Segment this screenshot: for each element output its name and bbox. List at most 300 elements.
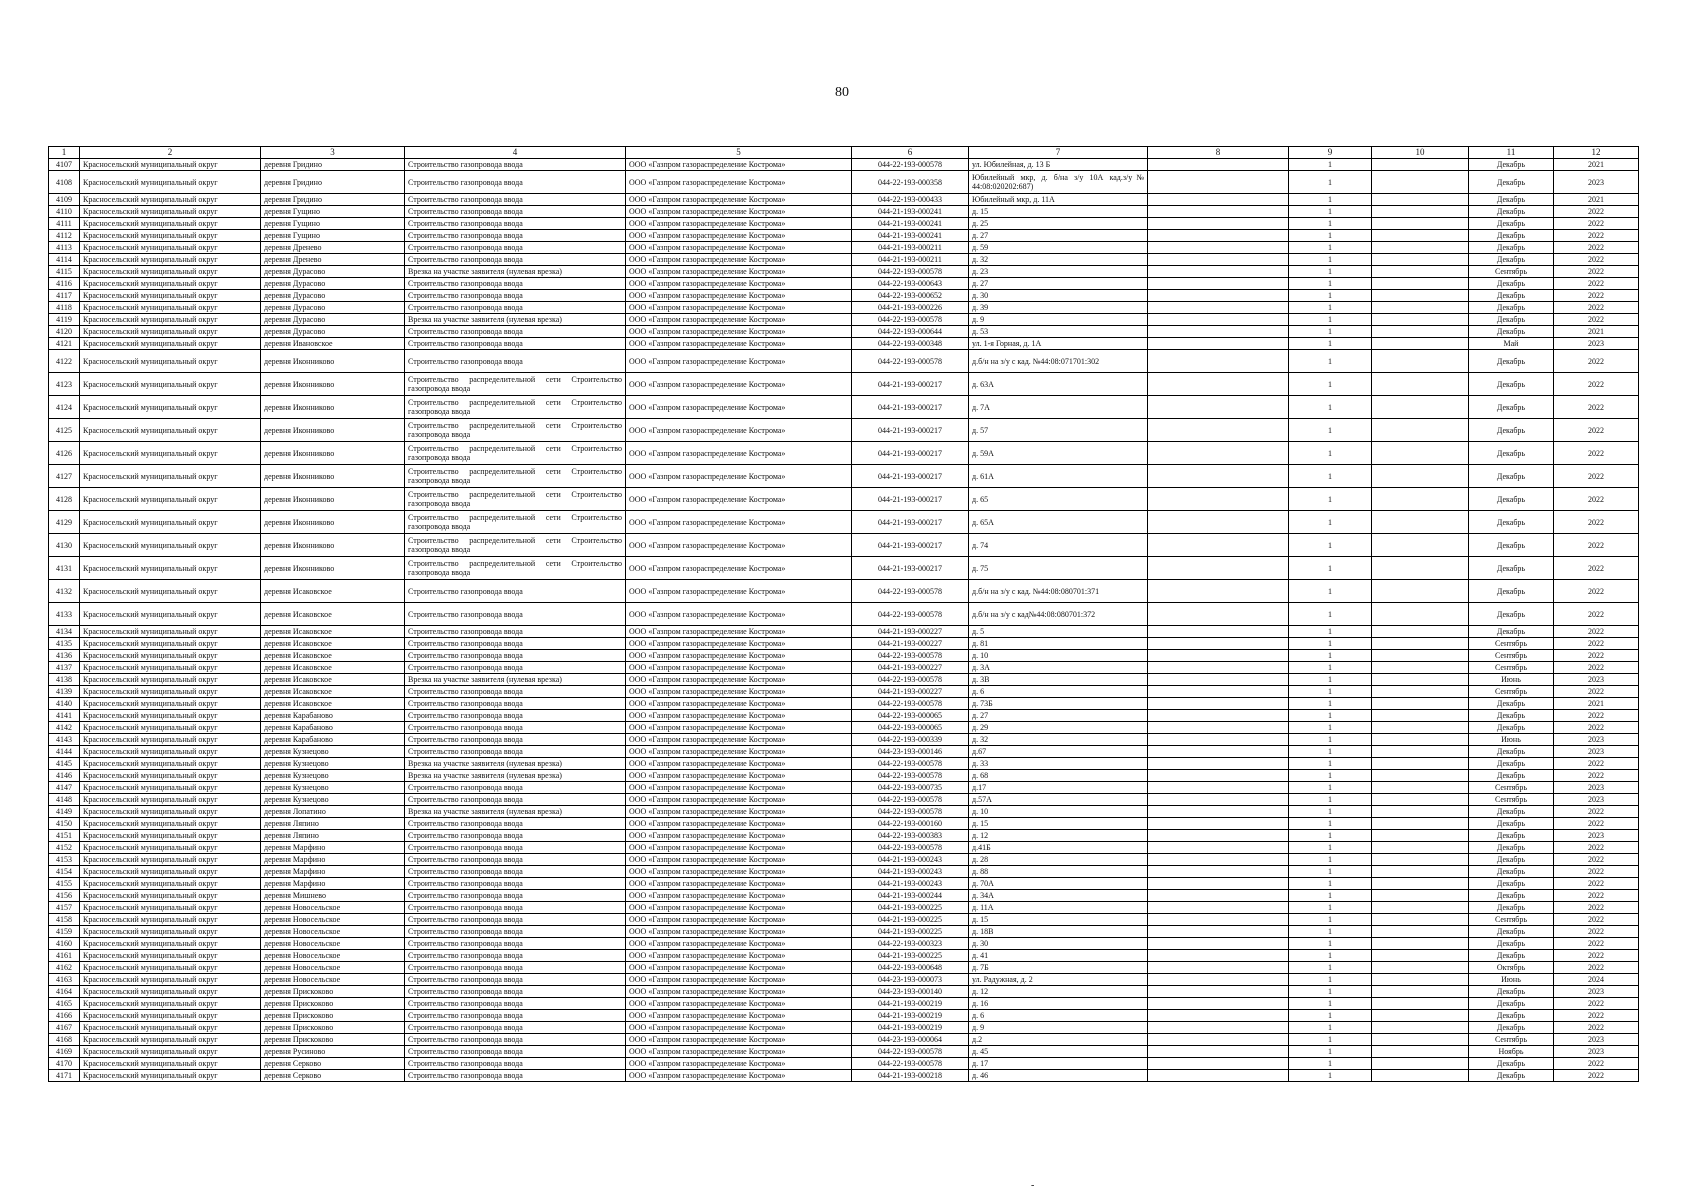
cell-work-type: Строительство газопровода ввода <box>405 830 626 842</box>
cell-year: 2022 <box>1554 1010 1639 1022</box>
cell-month: Декабрь <box>1469 488 1554 511</box>
cell-address: д. 88 <box>969 866 1148 878</box>
table-row <box>49 818 1639 830</box>
cell-year: 2022 <box>1554 511 1639 534</box>
cell-address: д. 32 <box>969 254 1148 266</box>
cell-work-type: Строительство распределительной сети Строительство газопровода ввода <box>405 534 626 557</box>
table-row <box>49 830 1639 842</box>
cell-quantity: 1 <box>1289 974 1372 986</box>
cell-col-10 <box>1372 842 1469 854</box>
cell-settlement: деревня Новосельское <box>261 926 405 938</box>
cell-municipality: Красносельский муниципальный округ <box>80 242 261 254</box>
cell-col-10 <box>1372 806 1469 818</box>
table-row <box>49 998 1639 1010</box>
cell-month: Май <box>1469 338 1554 350</box>
cell-organization: ООО «Газпром газораспределение Кострома» <box>626 626 852 638</box>
cell-municipality: Красносельский муниципальный округ <box>80 830 261 842</box>
cell-col-8 <box>1148 638 1289 650</box>
cell-year: 2022 <box>1554 1070 1639 1082</box>
cell-contract-number: 044-21-193-000217 <box>852 488 969 511</box>
cell-row-number: 4143 <box>49 734 80 746</box>
table-row <box>49 350 1639 373</box>
cell-row-number: 4166 <box>49 1010 80 1022</box>
cell-settlement: деревня Иконниково <box>261 373 405 396</box>
cell-month: Декабрь <box>1469 698 1554 710</box>
cell-col-8 <box>1148 626 1289 638</box>
cell-contract-number: 044-21-193-000243 <box>852 866 969 878</box>
cell-col-8 <box>1148 603 1289 626</box>
cell-col-10 <box>1372 674 1469 686</box>
cell-quantity: 1 <box>1289 926 1372 938</box>
cell-month: Декабрь <box>1469 230 1554 242</box>
cell-settlement: деревня Новосельское <box>261 938 405 950</box>
cell-contract-number: 044-21-193-000217 <box>852 442 969 465</box>
cell-work-type: Строительство газопровода ввода <box>405 974 626 986</box>
cell-row-number: 4165 <box>49 998 80 1010</box>
cell-col-8 <box>1148 302 1289 314</box>
cell-col-8 <box>1148 218 1289 230</box>
cell-month: Декабрь <box>1469 419 1554 442</box>
cell-quantity: 1 <box>1289 686 1372 698</box>
table-row <box>49 914 1639 926</box>
cell-organization: ООО «Газпром газораспределение Кострома» <box>626 938 852 950</box>
cell-row-number: 4157 <box>49 902 80 914</box>
cell-quantity: 1 <box>1289 1034 1372 1046</box>
cell-work-type: Строительство газопровода ввода <box>405 626 626 638</box>
cell-row-number: 4155 <box>49 878 80 890</box>
cell-month: Сентябрь <box>1469 794 1554 806</box>
cell-month: Декабрь <box>1469 890 1554 902</box>
cell-year: 2022 <box>1554 806 1639 818</box>
cell-month: Декабрь <box>1469 159 1554 171</box>
cell-year: 2022 <box>1554 950 1639 962</box>
cell-work-type: Врезка на участке заявителя (нулевая врезка) <box>405 314 626 326</box>
cell-settlement: деревня Кузнецово <box>261 746 405 758</box>
cell-row-number: 4122 <box>49 350 80 373</box>
cell-settlement: деревня Иконниково <box>261 419 405 442</box>
cell-municipality: Красносельский муниципальный округ <box>80 230 261 242</box>
cell-row-number: 4149 <box>49 806 80 818</box>
cell-organization: ООО «Газпром газораспределение Кострома» <box>626 962 852 974</box>
cell-col-10 <box>1372 159 1469 171</box>
cell-col-8 <box>1148 854 1289 866</box>
cell-municipality: Красносельский муниципальный округ <box>80 818 261 830</box>
cell-quantity: 1 <box>1289 854 1372 866</box>
cell-municipality: Красносельский муниципальный округ <box>80 662 261 674</box>
column-header-4: 4 <box>405 147 626 159</box>
cell-address: д. 9 <box>969 314 1148 326</box>
cell-organization: ООО «Газпром газораспределение Кострома» <box>626 266 852 278</box>
cell-col-10 <box>1372 326 1469 338</box>
cell-organization: ООО «Газпром газораспределение Кострома» <box>626 782 852 794</box>
cell-month: Декабрь <box>1469 770 1554 782</box>
cell-settlement: деревня Дурасово <box>261 326 405 338</box>
cell-work-type: Строительство газопровода ввода <box>405 1034 626 1046</box>
cell-municipality: Красносельский муниципальный округ <box>80 373 261 396</box>
cell-col-10 <box>1372 603 1469 626</box>
cell-col-10 <box>1372 782 1469 794</box>
cell-organization: ООО «Газпром газораспределение Кострома» <box>626 396 852 419</box>
cell-work-type: Строительство газопровода ввода <box>405 866 626 878</box>
cell-work-type: Строительство газопровода ввода <box>405 1022 626 1034</box>
cell-quantity: 1 <box>1289 1058 1372 1070</box>
cell-row-number: 4142 <box>49 722 80 734</box>
cell-address: д. 57 <box>969 419 1148 442</box>
cell-municipality: Красносельский муниципальный округ <box>80 998 261 1010</box>
cell-work-type: Строительство газопровода ввода <box>405 230 626 242</box>
cell-month: Декабрь <box>1469 710 1554 722</box>
cell-col-8 <box>1148 373 1289 396</box>
cell-settlement: деревня Мишнево <box>261 890 405 902</box>
cell-col-8 <box>1148 794 1289 806</box>
cell-settlement: деревня Гущино <box>261 206 405 218</box>
cell-col-8 <box>1148 842 1289 854</box>
cell-col-8 <box>1148 710 1289 722</box>
cell-month: Декабрь <box>1469 242 1554 254</box>
cell-contract-number: 044-21-193-000226 <box>852 302 969 314</box>
cell-organization: ООО «Газпром газораспределение Кострома» <box>626 638 852 650</box>
cell-row-number: 4139 <box>49 686 80 698</box>
cell-quantity: 1 <box>1289 938 1372 950</box>
table-row <box>49 1010 1639 1022</box>
cell-year: 2022 <box>1554 206 1639 218</box>
cell-row-number: 4131 <box>49 557 80 580</box>
cell-quantity: 1 <box>1289 722 1372 734</box>
cell-col-10 <box>1372 442 1469 465</box>
cell-address: ул. 1-я Горная, д. 1А <box>969 338 1148 350</box>
cell-col-10 <box>1372 511 1469 534</box>
column-header-9: 9 <box>1289 147 1372 159</box>
cell-quantity: 1 <box>1289 818 1372 830</box>
cell-month: Декабрь <box>1469 626 1554 638</box>
cell-work-type: Строительство газопровода ввода <box>405 686 626 698</box>
cell-work-type: Строительство распределительной сети Строительство газопровода ввода <box>405 419 626 442</box>
cell-settlement: деревня Прискоково <box>261 1034 405 1046</box>
cell-settlement: деревня Иконниково <box>261 465 405 488</box>
cell-month: Сентябрь <box>1469 1034 1554 1046</box>
cell-col-8 <box>1148 830 1289 842</box>
cell-contract-number: 044-23-193-000064 <box>852 1034 969 1046</box>
cell-contract-number: 044-21-193-000227 <box>852 638 969 650</box>
cell-organization: ООО «Газпром газораспределение Кострома» <box>626 722 852 734</box>
cell-contract-number: 044-22-193-000643 <box>852 278 969 290</box>
cell-quantity: 1 <box>1289 1070 1372 1082</box>
cell-contract-number: 044-21-193-000217 <box>852 396 969 419</box>
cell-year: 2023 <box>1554 1046 1639 1058</box>
cell-col-8 <box>1148 396 1289 419</box>
cell-col-10 <box>1372 206 1469 218</box>
cell-municipality: Красносельский муниципальный округ <box>80 194 261 206</box>
cell-quantity: 1 <box>1289 662 1372 674</box>
cell-municipality: Красносельский муниципальный округ <box>80 722 261 734</box>
cell-year: 2022 <box>1554 866 1639 878</box>
cell-municipality: Красносельский муниципальный округ <box>80 1022 261 1034</box>
column-header-5: 5 <box>626 147 852 159</box>
cell-address: д. 17 <box>969 1058 1148 1070</box>
cell-row-number: 4148 <box>49 794 80 806</box>
cell-contract-number: 044-22-193-000578 <box>852 794 969 806</box>
column-header-10: 10 <box>1372 147 1469 159</box>
cell-contract-number: 044-21-193-000217 <box>852 557 969 580</box>
cell-row-number: 4135 <box>49 638 80 650</box>
cell-row-number: 4150 <box>49 818 80 830</box>
cell-quantity: 1 <box>1289 962 1372 974</box>
cell-address: д. 15 <box>969 206 1148 218</box>
cell-year: 2022 <box>1554 650 1639 662</box>
cell-quantity: 1 <box>1289 218 1372 230</box>
cell-organization: ООО «Газпром газораспределение Кострома» <box>626 278 852 290</box>
cell-col-8 <box>1148 998 1289 1010</box>
cell-contract-number: 044-22-193-000578 <box>852 266 969 278</box>
cell-quantity: 1 <box>1289 734 1372 746</box>
cell-col-10 <box>1372 962 1469 974</box>
cell-col-10 <box>1372 986 1469 998</box>
cell-work-type: Строительство распределительной сети Строительство газопровода ввода <box>405 488 626 511</box>
cell-settlement: деревня Ляпино <box>261 818 405 830</box>
table-row <box>49 266 1639 278</box>
cell-month: Декабрь <box>1469 396 1554 419</box>
cell-quantity: 1 <box>1289 950 1372 962</box>
cell-quantity: 1 <box>1289 396 1372 419</box>
cell-month: Декабрь <box>1469 722 1554 734</box>
cell-col-8 <box>1148 290 1289 302</box>
cell-col-8 <box>1148 902 1289 914</box>
table-row <box>49 1070 1639 1082</box>
cell-address: д. 7Б <box>969 962 1148 974</box>
cell-col-8 <box>1148 442 1289 465</box>
cell-address: д. 59 <box>969 242 1148 254</box>
table-row <box>49 638 1639 650</box>
cell-year: 2022 <box>1554 1058 1639 1070</box>
cell-year: 2021 <box>1554 698 1639 710</box>
cell-settlement: деревня Дурасово <box>261 302 405 314</box>
cell-row-number: 4121 <box>49 338 80 350</box>
cell-municipality: Красносельский муниципальный округ <box>80 159 261 171</box>
cell-organization: ООО «Газпром газораспределение Кострома» <box>626 373 852 396</box>
table-row <box>49 986 1639 998</box>
cell-organization: ООО «Газпром газораспределение Кострома» <box>626 746 852 758</box>
cell-month: Декабрь <box>1469 302 1554 314</box>
table-row <box>49 1022 1639 1034</box>
cell-contract-number: 044-21-193-000217 <box>852 373 969 396</box>
cell-contract-number: 044-23-193-000146 <box>852 746 969 758</box>
cell-address: д. 41 <box>969 950 1148 962</box>
cell-year: 2022 <box>1554 442 1639 465</box>
cell-contract-number: 044-21-193-000225 <box>852 926 969 938</box>
cell-settlement: деревня Дурасово <box>261 266 405 278</box>
cell-municipality: Красносельский муниципальный округ <box>80 511 261 534</box>
cell-municipality: Красносельский муниципальный округ <box>80 350 261 373</box>
cell-col-8 <box>1148 1034 1289 1046</box>
cell-col-8 <box>1148 986 1289 998</box>
cell-municipality: Красносельский муниципальный округ <box>80 314 261 326</box>
cell-contract-number: 044-21-193-000217 <box>852 534 969 557</box>
cell-col-8 <box>1148 734 1289 746</box>
cell-contract-number: 044-21-193-000217 <box>852 511 969 534</box>
cell-col-10 <box>1372 914 1469 926</box>
cell-row-number: 4123 <box>49 373 80 396</box>
cell-year: 2022 <box>1554 902 1639 914</box>
cell-organization: ООО «Газпром газораспределение Кострома» <box>626 902 852 914</box>
cell-settlement: деревня Ивановское <box>261 338 405 350</box>
cell-work-type: Строительство газопровода ввода <box>405 650 626 662</box>
table-row <box>49 686 1639 698</box>
cell-organization: ООО «Газпром газораспределение Кострома» <box>626 818 852 830</box>
cell-address: д. 73Б <box>969 698 1148 710</box>
cell-year: 2022 <box>1554 998 1639 1010</box>
table-row <box>49 218 1639 230</box>
gasification-table <box>48 146 1639 1082</box>
cell-address: д. 23 <box>969 266 1148 278</box>
cell-col-8 <box>1148 722 1289 734</box>
cell-municipality: Красносельский муниципальный округ <box>80 1046 261 1058</box>
cell-quantity: 1 <box>1289 878 1372 890</box>
cell-month: Сентябрь <box>1469 662 1554 674</box>
cell-municipality: Красносельский муниципальный округ <box>80 278 261 290</box>
cell-col-10 <box>1372 373 1469 396</box>
cell-work-type: Строительство газопровода ввода <box>405 1046 626 1058</box>
cell-row-number: 4129 <box>49 511 80 534</box>
table-row <box>49 326 1639 338</box>
cell-work-type: Строительство газопровода ввода <box>405 890 626 902</box>
cell-municipality: Красносельский муниципальный округ <box>80 603 261 626</box>
cell-row-number: 4167 <box>49 1022 80 1034</box>
cell-col-10 <box>1372 1058 1469 1070</box>
cell-contract-number: 044-21-193-000225 <box>852 950 969 962</box>
cell-quantity: 1 <box>1289 302 1372 314</box>
cell-settlement: деревня Иконниково <box>261 442 405 465</box>
cell-col-8 <box>1148 818 1289 830</box>
cell-organization: ООО «Газпром газораспределение Кострома» <box>626 674 852 686</box>
cell-work-type: Строительство распределительной сети Строительство газопровода ввода <box>405 442 626 465</box>
cell-month: Декабрь <box>1469 206 1554 218</box>
cell-quantity: 1 <box>1289 698 1372 710</box>
cell-work-type: Строительство газопровода ввода <box>405 326 626 338</box>
cell-col-10 <box>1372 1070 1469 1082</box>
cell-quantity: 1 <box>1289 314 1372 326</box>
cell-municipality: Красносельский муниципальный округ <box>80 890 261 902</box>
cell-settlement: деревня Дурасово <box>261 278 405 290</box>
cell-contract-number: 044-22-193-000348 <box>852 338 969 350</box>
cell-year: 2022 <box>1554 878 1639 890</box>
table-row <box>49 938 1639 950</box>
cell-year: 2022 <box>1554 603 1639 626</box>
table-row <box>49 794 1639 806</box>
cell-settlement: деревня Дурасово <box>261 314 405 326</box>
cell-work-type: Строительство распределительной сети Строительство газопровода ввода <box>405 465 626 488</box>
cell-row-number: 4116 <box>49 278 80 290</box>
cell-col-10 <box>1372 626 1469 638</box>
cell-work-type: Строительство распределительной сети Строительство газопровода ввода <box>405 511 626 534</box>
cell-work-type: Строительство газопровода ввода <box>405 794 626 806</box>
cell-organization: ООО «Газпром газораспределение Кострома» <box>626 650 852 662</box>
cell-address: Юбилейный мкр, д. 11А <box>969 194 1148 206</box>
cell-work-type: Строительство газопровода ввода <box>405 926 626 938</box>
cell-col-8 <box>1148 686 1289 698</box>
cell-quantity: 1 <box>1289 986 1372 998</box>
cell-col-10 <box>1372 278 1469 290</box>
cell-settlement: деревня Гущино <box>261 230 405 242</box>
cell-work-type: Строительство газопровода ввода <box>405 782 626 794</box>
cell-col-8 <box>1148 159 1289 171</box>
cell-work-type: Строительство газопровода ввода <box>405 938 626 950</box>
cell-quantity: 1 <box>1289 534 1372 557</box>
cell-col-8 <box>1148 230 1289 242</box>
cell-month: Сентябрь <box>1469 650 1554 662</box>
cell-col-8 <box>1148 194 1289 206</box>
cell-year: 2022 <box>1554 926 1639 938</box>
cell-year: 2022 <box>1554 626 1639 638</box>
cell-col-10 <box>1372 242 1469 254</box>
cell-quantity: 1 <box>1289 350 1372 373</box>
cell-col-8 <box>1148 878 1289 890</box>
column-header-11: 11 <box>1469 147 1554 159</box>
cell-address: д. 39 <box>969 302 1148 314</box>
cell-month: Декабрь <box>1469 254 1554 266</box>
cell-quantity: 1 <box>1289 580 1372 603</box>
cell-settlement: деревня Прискоково <box>261 1022 405 1034</box>
cell-municipality: Красносельский муниципальный округ <box>80 974 261 986</box>
cell-col-10 <box>1372 926 1469 938</box>
cell-settlement: деревня Дренево <box>261 254 405 266</box>
cell-col-10 <box>1372 314 1469 326</box>
cell-month: Декабрь <box>1469 557 1554 580</box>
cell-row-number: 4162 <box>49 962 80 974</box>
cell-col-8 <box>1148 926 1289 938</box>
cell-year: 2023 <box>1554 338 1639 350</box>
cell-quantity: 1 <box>1289 373 1372 396</box>
cell-contract-number: 044-21-193-000241 <box>852 230 969 242</box>
cell-col-8 <box>1148 914 1289 926</box>
cell-quantity: 1 <box>1289 998 1372 1010</box>
cell-work-type: Строительство распределительной сети Строительство газопровода ввода <box>405 396 626 419</box>
cell-settlement: деревня Карабаново <box>261 710 405 722</box>
cell-col-10 <box>1372 722 1469 734</box>
cell-work-type: Строительство газопровода ввода <box>405 962 626 974</box>
cell-settlement: деревня Иконниково <box>261 396 405 419</box>
cell-row-number: 4125 <box>49 419 80 442</box>
cell-organization: ООО «Газпром газораспределение Кострома» <box>626 194 852 206</box>
cell-settlement: деревня Иконниково <box>261 488 405 511</box>
cell-col-8 <box>1148 266 1289 278</box>
table-row <box>49 419 1639 442</box>
table-row <box>49 950 1639 962</box>
cell-quantity: 1 <box>1289 1022 1372 1034</box>
cell-col-10 <box>1372 1010 1469 1022</box>
cell-settlement: деревня Новосельское <box>261 902 405 914</box>
cell-row-number: 4112 <box>49 230 80 242</box>
cell-quantity: 1 <box>1289 171 1372 194</box>
cell-col-10 <box>1372 194 1469 206</box>
cell-settlement: деревня Серково <box>261 1070 405 1082</box>
cell-municipality: Красносельский муниципальный округ <box>80 419 261 442</box>
cell-row-number: 4151 <box>49 830 80 842</box>
cell-year: 2021 <box>1554 326 1639 338</box>
cell-col-10 <box>1372 218 1469 230</box>
cell-address: д. 25 <box>969 218 1148 230</box>
cell-address: д. 81 <box>969 638 1148 650</box>
header-row <box>49 147 1639 159</box>
cell-municipality: Красносельский муниципальный округ <box>80 758 261 770</box>
cell-col-10 <box>1372 854 1469 866</box>
cell-month: Декабрь <box>1469 830 1554 842</box>
cell-settlement: деревня Исаковское <box>261 698 405 710</box>
cell-col-8 <box>1148 674 1289 686</box>
cell-organization: ООО «Газпром газораспределение Кострома» <box>626 302 852 314</box>
cell-address: д.б/н на з/у с кад. №44:08:071701:302 <box>969 350 1148 373</box>
cell-quantity: 1 <box>1289 557 1372 580</box>
cell-contract-number: 044-21-193-000217 <box>852 419 969 442</box>
